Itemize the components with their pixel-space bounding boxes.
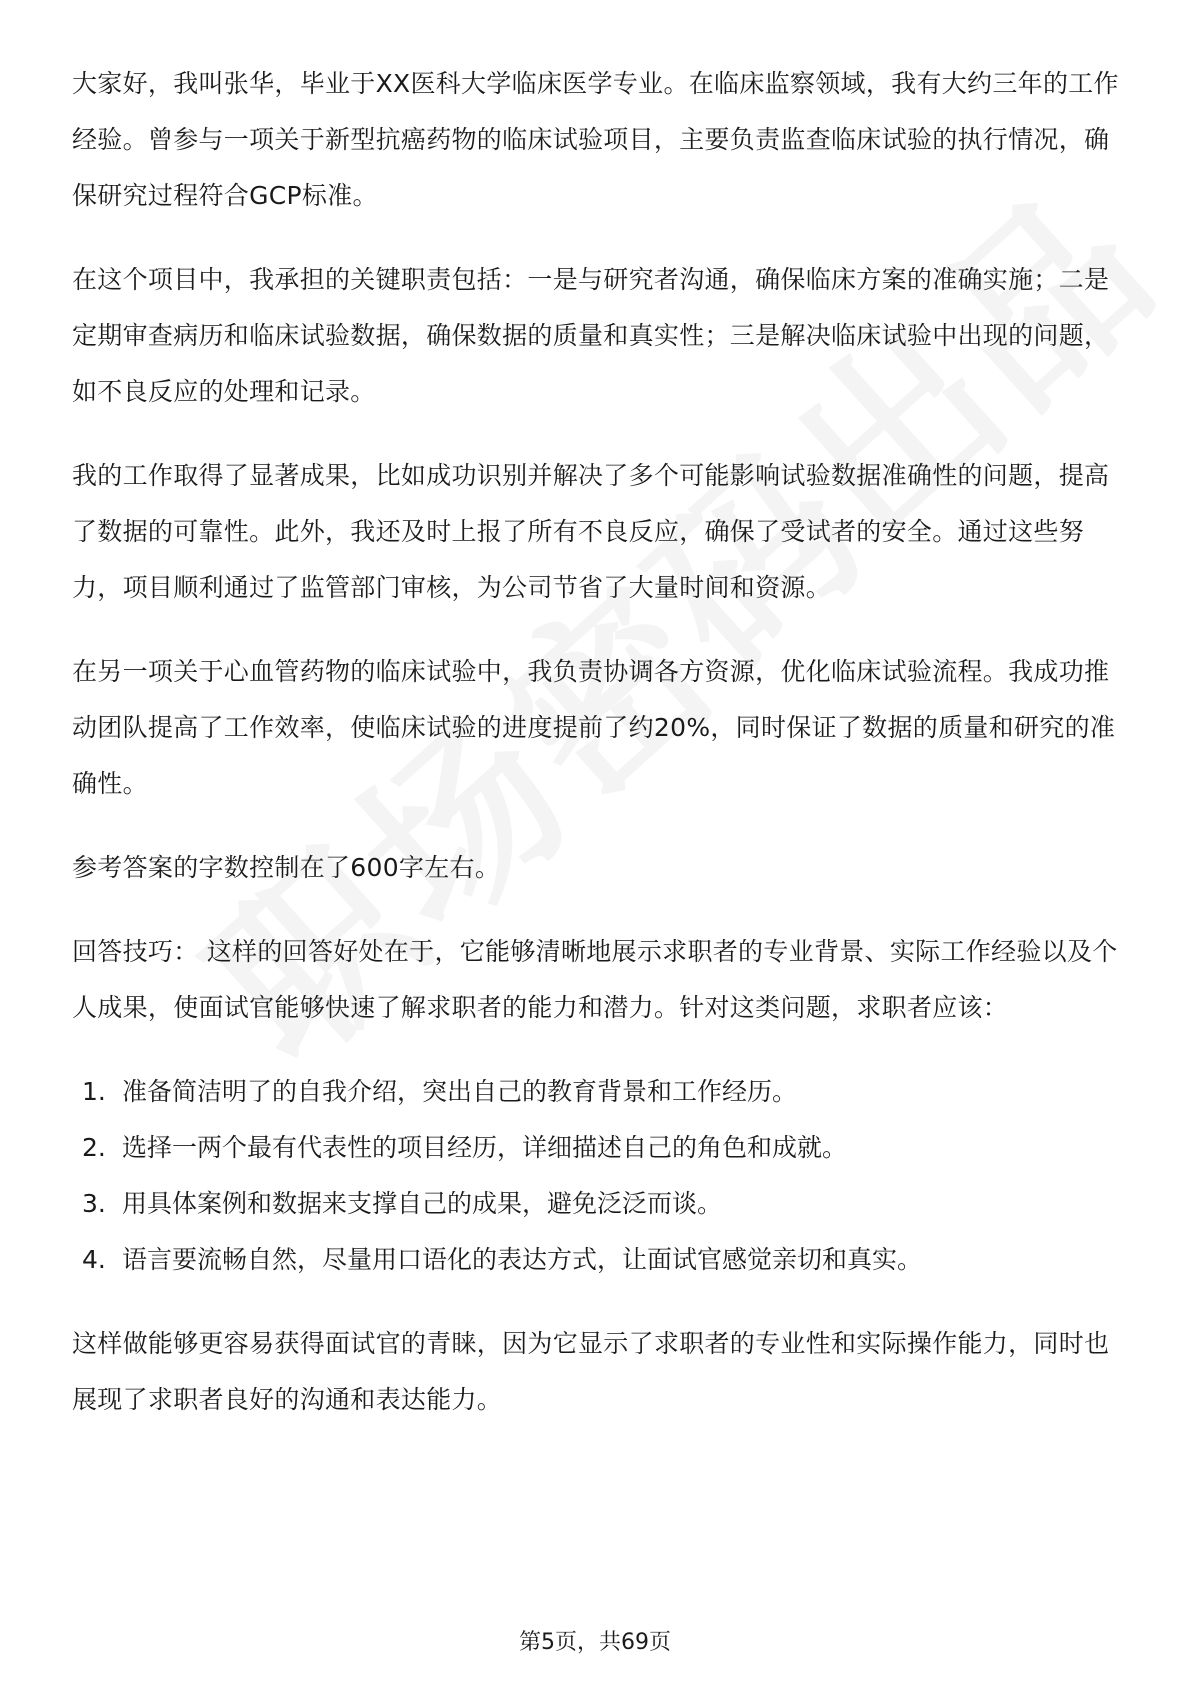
list-item [72, 1064, 1122, 1120]
page-number: 第5页，共69页 [519, 1630, 671, 1655]
list-item [72, 1176, 1122, 1232]
tips-list [72, 1064, 1122, 1288]
paragraph-tips: 回答技巧： 这样的回答好处在于，它能够清晰地展示求职者的专业背景、实际工作经验以及个人成果，使面试官能够快速了解求职者的能力和潜力。针对这类问题，求职者应该： [72, 937, 1118, 1022]
list-number: 3. [82, 1189, 106, 1218]
list-number: 2. [82, 1133, 106, 1162]
paragraph-responsibilities: 在这个项目中，我承担的关键职责包括：一是与研究者沟通，确保临床方案的准确实施；二是定期审查病历和临床试验数据，确保数据的质量和真实性；三是解决临床试验中出现的问题，如不良反应的处理和记录。 [72, 265, 1110, 406]
paragraph-intro: 大家好，我叫张华，毕业于XX医科大学临床医学专业。在临床监察领域，我有大约三年的工作经验。曾参与一项关于新型抗癌药物的临床试验项目，主要负责监查临床试验的执行情况，确保研究过程符合GCP标准。 [72, 69, 1119, 210]
list-number: 1. [82, 1077, 106, 1106]
list-item [72, 1120, 1122, 1176]
paragraph-cardio-trial: 在另一项关于心血管药物的临床试验中，我负责协调各方资源，优化临床试验流程。我成功推动团队提高了工作效率，使临床试验的进度提前了约20%，同时保证了数据的质量和研究的准确性。 [72, 657, 1116, 798]
document-body [72, 56, 1122, 1456]
list-item [72, 1232, 1122, 1288]
list-text: 选择一两个最有代表性的项目经历，详细描述自己的角色和成就。 [122, 1133, 848, 1162]
paragraph-closing: 这样做能够更容易获得面试官的青睐，因为它显示了求职者的专业性和实际操作能力，同时也展现了求职者良好的沟通和表达能力。 [72, 1329, 1110, 1414]
paragraph-achievements: 我的工作取得了显著成果，比如成功识别并解决了多个可能影响试验数据准确性的问题，提高了数据的可靠性。此外，我还及时上报了所有不良反应，确保了受试者的安全。通过这些努力，项目顺利通过了监管部门审核，为公司节省了大量时间和资源。 [72, 461, 1110, 602]
list-number: 4. [82, 1245, 106, 1274]
list-text: 用具体案例和数据来支撑自己的成果，避免泛泛而谈。 [122, 1189, 723, 1218]
list-text: 语言要流畅自然，尽量用口语化的表达方式，让面试官感觉亲切和真实。 [122, 1245, 923, 1274]
list-text: 准备简洁明了的自我介绍，突出自己的教育背景和工作经历。 [122, 1077, 798, 1106]
paragraph-word-count: 参考答案的字数控制在了600字左右。 [72, 853, 501, 882]
